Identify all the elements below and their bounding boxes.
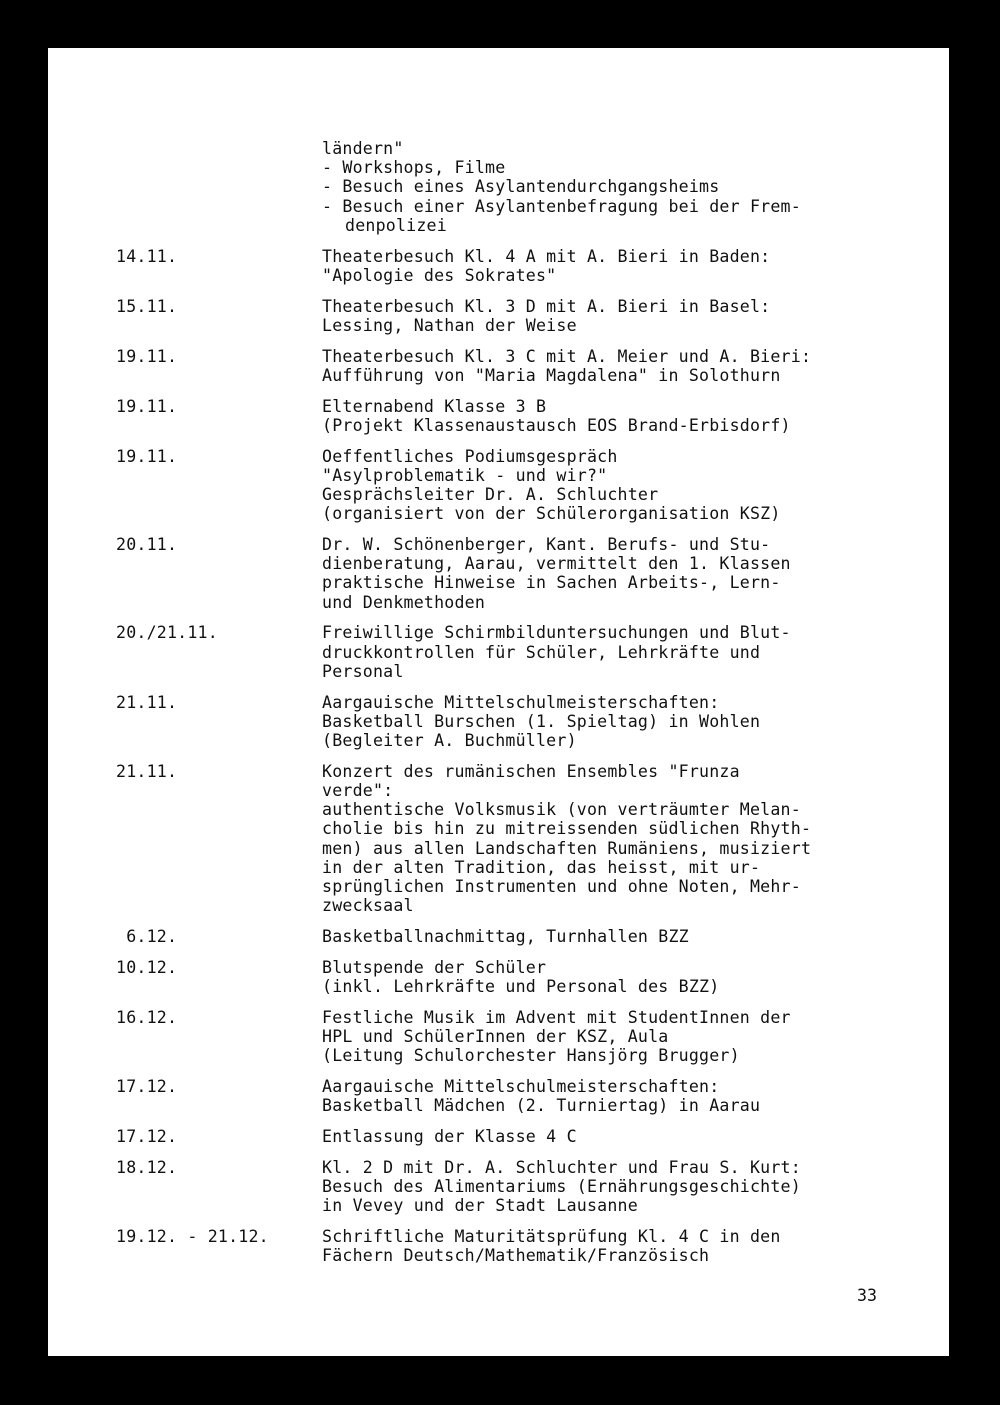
entry-text <box>322 397 916 435</box>
entry-line: Blutspende der Schüler <box>322 957 547 977</box>
entry-line: Schriftliche Maturitätsprüfung Kl. 4 C in den <box>322 1227 781 1247</box>
entry-line: Aargauische Mittelschulmeisterschaften: <box>322 1077 720 1097</box>
entry-date: 10.12. <box>116 957 178 977</box>
entry-line: Lessing, Nathan der Weise <box>322 315 577 335</box>
entry-date: 19.12. - 21.12. <box>116 1227 269 1247</box>
list-item <box>116 762 916 916</box>
entry-date: 6.12. <box>116 927 178 947</box>
entry-date: 15.11. <box>116 296 178 316</box>
entry-line: Basketball Mädchen (2. Turniertag) in Aarau <box>322 1096 761 1116</box>
entry-line: und Denkmethoden <box>322 592 486 612</box>
entry-line: Entlassung der Klasse 4 C <box>322 1127 577 1147</box>
entry-text <box>322 762 916 916</box>
entry-line: (organisiert von der Schülerorganisation KSZ) <box>322 504 781 524</box>
entry-line: druckkontrollen für Schüler, Lehrkräfte und <box>322 642 761 662</box>
entry-date: 21.11. <box>116 761 178 781</box>
list-item <box>116 1127 916 1146</box>
entry-text <box>322 347 916 385</box>
entry-line: men) aus allen Landschaften Rumäniens, musiziert <box>322 838 812 858</box>
entry-date: 18.12. <box>116 1157 178 1177</box>
entry-date: 16.12. <box>116 1007 178 1027</box>
entry-line: (inkl. Lehrkräfte und Personal des BZZ) <box>322 977 720 997</box>
entry-text <box>322 535 916 612</box>
entry-text <box>322 1158 916 1216</box>
entry-line: Basketballnachmittag, Turnhallen BZZ <box>322 927 689 947</box>
entry-text <box>322 623 916 681</box>
intro-line: - Besuch einer Asylantenbefragung bei der Frem- <box>322 196 801 216</box>
entry-text <box>322 927 916 946</box>
entry-line: Personal <box>322 661 404 681</box>
list-item <box>116 1008 916 1066</box>
entry-line: Gesprächsleiter Dr. A. Schluchter <box>322 485 659 505</box>
entry-line: Besuch des Alimentariums (Ernährungsgeschichte) <box>322 1177 801 1197</box>
list-item <box>116 535 916 612</box>
intro-line: denpolizei <box>345 215 447 235</box>
entry-date: 17.12. <box>116 1077 178 1097</box>
list-item <box>116 1227 916 1265</box>
list-item <box>116 397 916 435</box>
entry-text <box>322 447 916 524</box>
entry-line: in der alten Tradition, das heisst, mit ur- <box>322 857 761 877</box>
entry-line: (Leitung Schulorchester Hansjörg Brugger) <box>322 1046 740 1066</box>
list-item <box>116 247 916 285</box>
entry-line: "Apologie des Sokrates" <box>322 265 557 285</box>
list-item <box>116 297 916 335</box>
entry-line: Freiwillige Schirmbilduntersuchungen und Blut- <box>322 623 791 643</box>
entry-line: verde": <box>322 781 394 801</box>
entry-line: Theaterbesuch Kl. 3 C mit A. Meier und A. Bieri: <box>322 346 812 366</box>
entry-line: Aufführung von "Maria Magdalena" in Solothurn <box>322 365 781 385</box>
entry-text <box>322 297 916 335</box>
entry-line: Theaterbesuch Kl. 3 D mit A. Bieri in Basel: <box>322 296 771 316</box>
entry-line: Dr. W. Schönenberger, Kant. Berufs- und Stu- <box>322 535 771 555</box>
entry-date: 17.12. <box>116 1127 178 1147</box>
intro-block <box>322 139 916 235</box>
entry-text <box>322 693 916 751</box>
entry-line: cholie bis hin zu mitreissenden südlichen Rhyth- <box>322 819 812 839</box>
entry-line: dienberatung, Aarau, vermittelt den 1. Klassen <box>322 554 791 574</box>
entry-text <box>322 1077 916 1115</box>
list-item <box>116 693 916 751</box>
intro-line: ländern" <box>322 139 404 158</box>
entry-line: Konzert des rumänischen Ensembles "Frunza <box>322 761 740 781</box>
entry-date: 19.11. <box>116 446 178 466</box>
list-item <box>116 1077 916 1115</box>
entry-date: 21.11. <box>116 692 178 712</box>
list-item <box>116 927 916 946</box>
entry-line: zwecksaal <box>322 896 414 916</box>
entry-line: "Asylproblematik - und wir?" <box>322 465 608 485</box>
entry-line: Elternabend Klasse 3 B <box>322 396 547 416</box>
entry-text <box>322 1127 916 1146</box>
page-number: 33 <box>857 1286 877 1305</box>
entry-line: praktische Hinweise in Sachen Arbeits-, Lern- <box>322 573 781 593</box>
entry-line: Kl. 2 D mit Dr. A. Schluchter und Frau S. Kurt: <box>322 1157 801 1177</box>
entry-line: HPL und SchülerInnen der KSZ, Aula <box>322 1027 669 1047</box>
entry-line: sprünglichen Instrumenten und ohne Noten, Mehr- <box>322 877 801 897</box>
intro-line: - Workshops, Filme <box>322 158 506 178</box>
intro-line: - Besuch eines Asylantendurchgangsheims <box>322 177 720 197</box>
page-content <box>116 139 916 1265</box>
entry-text <box>322 1227 916 1265</box>
entry-line: (Projekt Klassenaustausch EOS Brand-Erbisdorf) <box>322 415 791 435</box>
entry-line: Aargauische Mittelschulmeisterschaften: <box>322 692 720 712</box>
entry-text <box>322 958 916 996</box>
entry-date: 20./21.11. <box>116 623 218 643</box>
entries-list <box>116 247 916 1266</box>
list-item <box>116 1158 916 1216</box>
entry-line: Theaterbesuch Kl. 4 A mit A. Bieri in Baden: <box>322 246 771 266</box>
list-item <box>116 347 916 385</box>
entry-text <box>322 1008 916 1066</box>
entry-date: 20.11. <box>116 535 178 555</box>
entry-line: (Begleiter A. Buchmüller) <box>322 731 577 751</box>
entry-line: authentische Volksmusik (von verträumter Melan- <box>322 800 801 820</box>
entry-line: in Vevey und der Stadt Lausanne <box>322 1196 638 1216</box>
entry-line: Fächern Deutsch/Mathematik/Französisch <box>322 1246 710 1266</box>
entry-line: Basketball Burschen (1. Spieltag) in Wohlen <box>322 711 761 731</box>
entry-text <box>322 247 916 285</box>
list-item <box>116 623 916 681</box>
list-item <box>116 958 916 996</box>
entry-date: 14.11. <box>116 246 178 266</box>
entry-date: 19.11. <box>116 396 178 416</box>
document-page <box>48 48 949 1356</box>
entry-line: Festliche Musik im Advent mit StudentInnen der <box>322 1007 791 1027</box>
entry-date: 19.11. <box>116 346 178 366</box>
entry-line: Oeffentliches Podiumsgespräch <box>322 446 618 466</box>
list-item <box>116 447 916 524</box>
